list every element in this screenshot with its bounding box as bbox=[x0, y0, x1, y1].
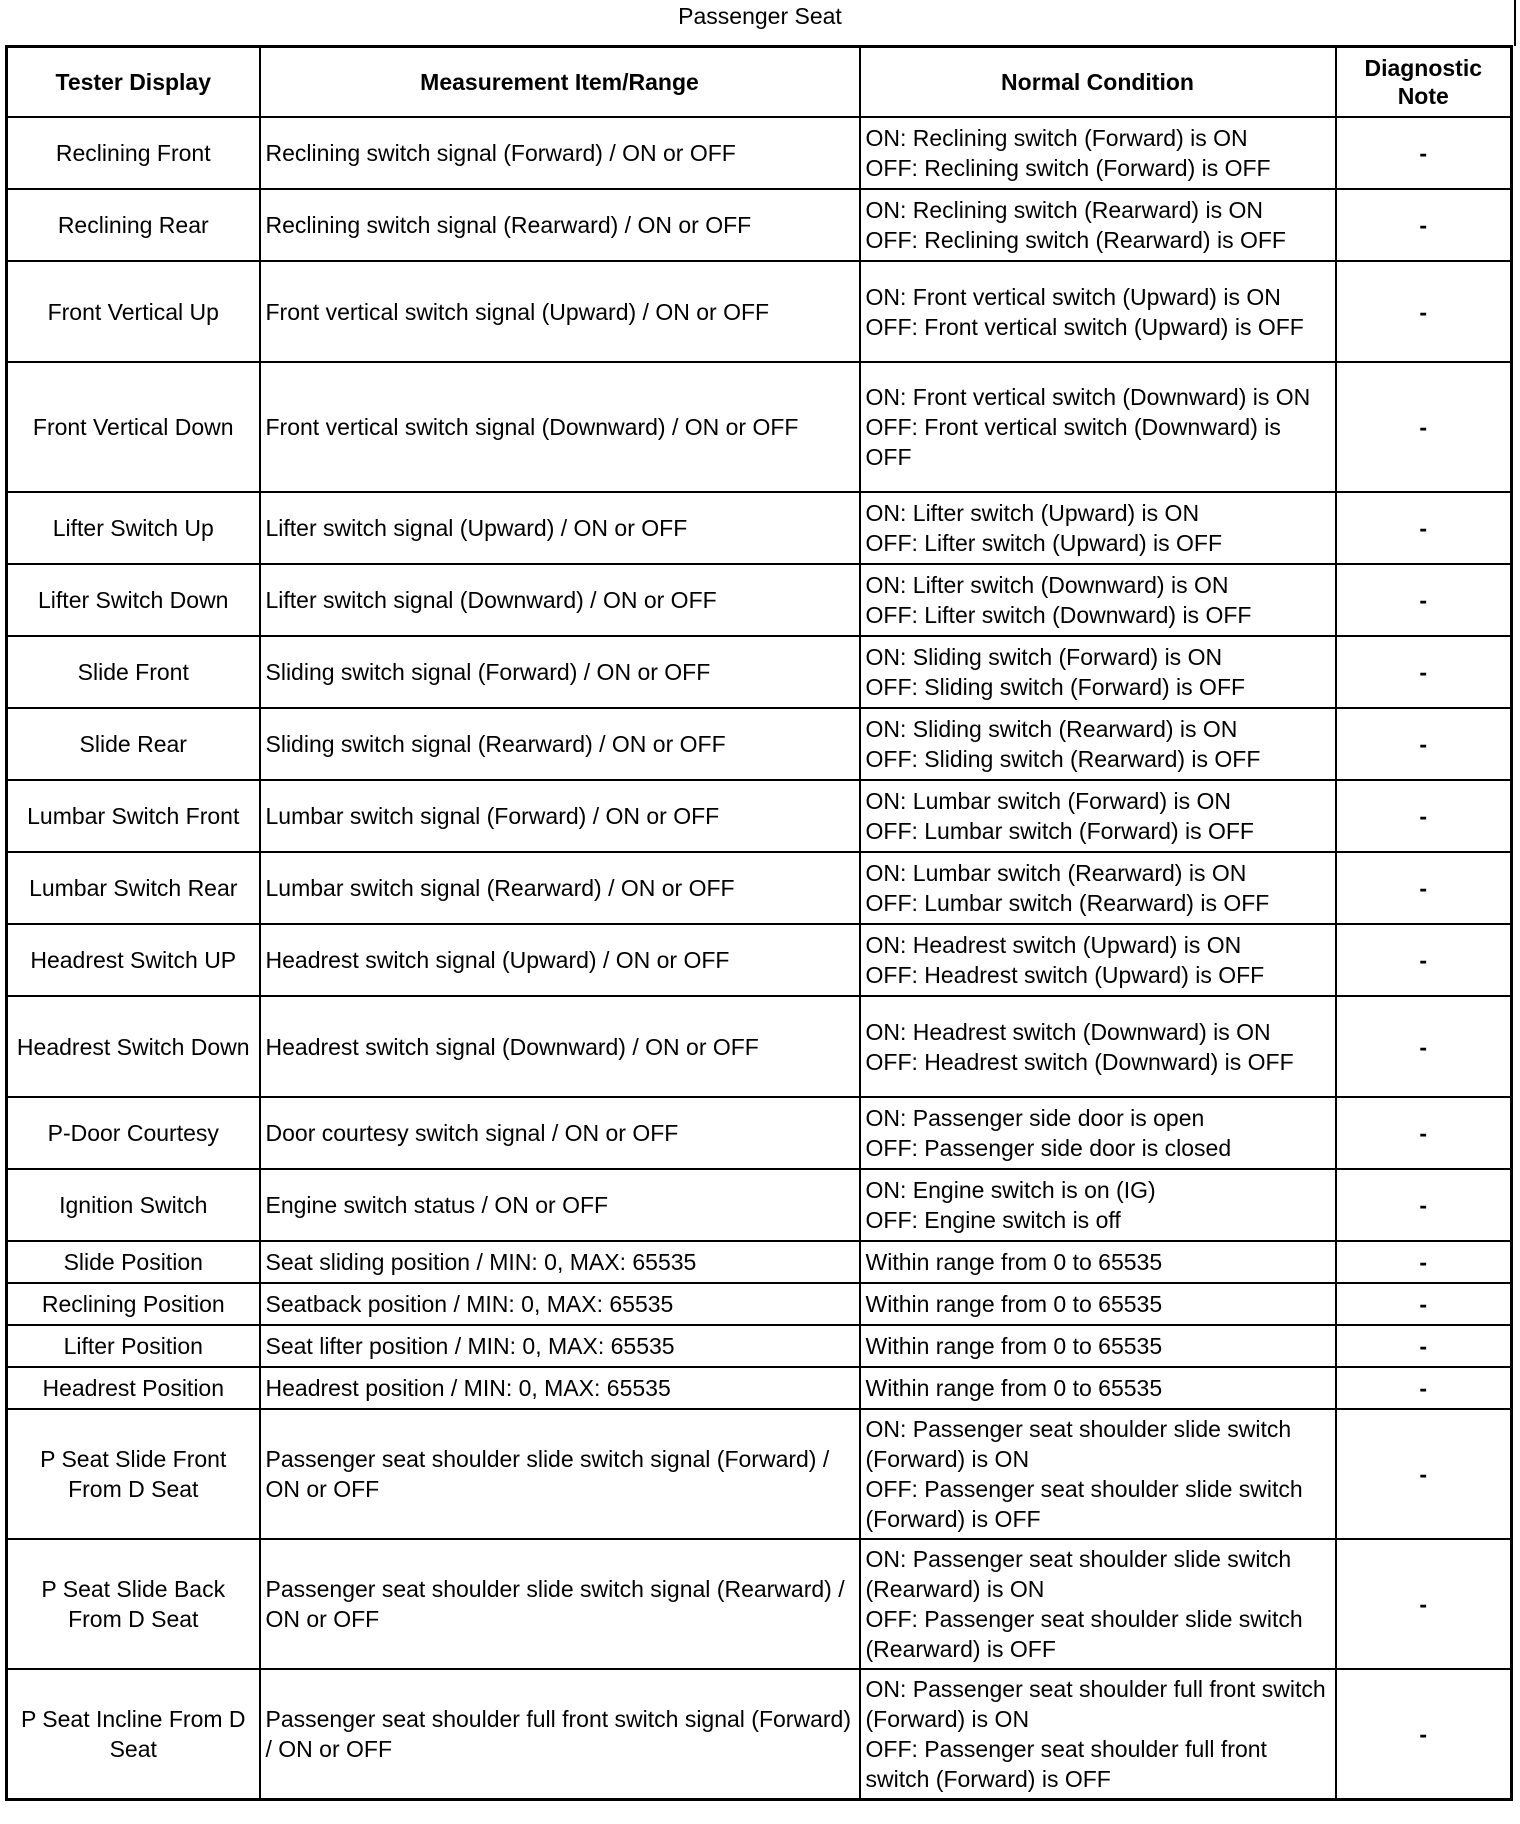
measurement-range-cell: Sliding switch signal (Forward) / ON or OFF bbox=[260, 636, 860, 708]
measurement-range-cell: Reclining switch signal (Forward) / ON or OFF bbox=[260, 117, 860, 189]
page-title: Passenger Seat bbox=[678, 3, 842, 29]
normal-condition-cell: ON: Front vertical switch (Downward) is ON OFF: Front vertical switch (Downward) is OFF bbox=[860, 362, 1336, 492]
normal-condition-cell: ON: Headrest switch (Downward) is ON OFF: Headrest switch (Downward) is OFF bbox=[860, 996, 1336, 1097]
diagnostic-note-cell: - bbox=[1336, 189, 1512, 261]
normal-condition-cell: ON: Front vertical switch (Upward) is ON OFF: Front vertical switch (Upward) is OFF bbox=[860, 261, 1336, 362]
table-row bbox=[7, 362, 1512, 492]
tester-display-cell: P Seat Slide Front From D Seat bbox=[7, 1409, 260, 1539]
measurement-range-cell: Headrest switch signal (Upward) / ON or OFF bbox=[260, 924, 860, 996]
normal-condition-cell: ON: Engine switch is on (IG) OFF: Engine switch is off bbox=[860, 1169, 1336, 1241]
diagnostic-note-cell: - bbox=[1336, 1283, 1512, 1325]
measurement-range-cell: Seat lifter position / MIN: 0, MAX: 65535 bbox=[260, 1325, 860, 1367]
data-list-table bbox=[5, 45, 1513, 1801]
table-row bbox=[7, 1539, 1512, 1669]
table-row bbox=[7, 852, 1512, 924]
tester-display-cell: Slide Front bbox=[7, 636, 260, 708]
measurement-range-cell: Seat sliding position / MIN: 0, MAX: 65535 bbox=[260, 1241, 860, 1283]
normal-condition-cell: ON: Passenger side door is open OFF: Passenger side door is closed bbox=[860, 1097, 1336, 1169]
measurement-range-cell: Headrest position / MIN: 0, MAX: 65535 bbox=[260, 1367, 860, 1409]
normal-condition-cell: ON: Sliding switch (Forward) is ON OFF: Sliding switch (Forward) is OFF bbox=[860, 636, 1336, 708]
table-row bbox=[7, 1097, 1512, 1169]
diagnostic-note-cell: - bbox=[1336, 1241, 1512, 1283]
measurement-range-cell: Front vertical switch signal (Downward) / ON or OFF bbox=[260, 362, 860, 492]
diagnostic-note-cell: - bbox=[1336, 852, 1512, 924]
tester-display-cell: Slide Rear bbox=[7, 708, 260, 780]
measurement-range-cell: Seatback position / MIN: 0, MAX: 65535 bbox=[260, 1283, 860, 1325]
measurement-range-cell: Lumbar switch signal (Forward) / ON or OFF bbox=[260, 780, 860, 852]
diagnostic-note-cell: - bbox=[1336, 564, 1512, 636]
diagnostic-note-cell: - bbox=[1336, 996, 1512, 1097]
table-row bbox=[7, 924, 1512, 996]
table-row bbox=[7, 117, 1512, 189]
tester-display-cell: Lifter Switch Down bbox=[7, 564, 260, 636]
table-row bbox=[7, 708, 1512, 780]
diagnostic-note-cell: - bbox=[1336, 362, 1512, 492]
measurement-range-cell: Lifter switch signal (Upward) / ON or OFF bbox=[260, 492, 860, 564]
column-header-tester-display: Tester Display bbox=[7, 47, 260, 118]
diagnostic-note-cell: - bbox=[1336, 117, 1512, 189]
tester-display-cell: Reclining Front bbox=[7, 117, 260, 189]
tester-display-cell: Front Vertical Up bbox=[7, 261, 260, 362]
table-row bbox=[7, 1409, 1512, 1539]
diagnostic-note-cell: - bbox=[1336, 924, 1512, 996]
normal-condition-cell: Within range from 0 to 65535 bbox=[860, 1241, 1336, 1283]
table-row bbox=[7, 996, 1512, 1097]
tester-display-cell: Lifter Switch Up bbox=[7, 492, 260, 564]
normal-condition-cell: ON: Reclining switch (Forward) is ON OFF: Reclining switch (Forward) is OFF bbox=[860, 117, 1336, 189]
normal-condition-cell: ON: Lumbar switch (Forward) is ON OFF: Lumbar switch (Forward) is OFF bbox=[860, 780, 1336, 852]
diagnostic-note-cell: - bbox=[1336, 1409, 1512, 1539]
column-header-measurement-item: Measurement Item/Range bbox=[260, 47, 860, 118]
tester-display-cell: Headrest Switch Down bbox=[7, 996, 260, 1097]
table-row bbox=[7, 1669, 1512, 1800]
diagnostic-note-cell: - bbox=[1336, 1169, 1512, 1241]
column-header-diagnostic-note: Diagnostic Note bbox=[1336, 47, 1512, 118]
measurement-range-cell: Reclining switch signal (Rearward) / ON or OFF bbox=[260, 189, 860, 261]
measurement-range-cell: Passenger seat shoulder slide switch signal (Forward) / ON or OFF bbox=[260, 1409, 860, 1539]
normal-condition-cell: ON: Sliding switch (Rearward) is ON OFF: Sliding switch (Rearward) is OFF bbox=[860, 708, 1336, 780]
measurement-range-cell: Engine switch status / ON or OFF bbox=[260, 1169, 860, 1241]
measurement-range-cell: Passenger seat shoulder slide switch signal (Rearward) / ON or OFF bbox=[260, 1539, 860, 1669]
table-row bbox=[7, 492, 1512, 564]
tester-display-cell: Headrest Position bbox=[7, 1367, 260, 1409]
normal-condition-cell: ON: Headrest switch (Upward) is ON OFF: Headrest switch (Upward) is OFF bbox=[860, 924, 1336, 996]
measurement-range-cell: Front vertical switch signal (Upward) / ON or OFF bbox=[260, 261, 860, 362]
diagnostic-note-cell: - bbox=[1336, 1539, 1512, 1669]
table-row bbox=[7, 1241, 1512, 1283]
tester-display-cell: Headrest Switch UP bbox=[7, 924, 260, 996]
measurement-range-cell: Passenger seat shoulder full front switch signal (Forward) / ON or OFF bbox=[260, 1669, 860, 1800]
page-edge-divider bbox=[1514, 0, 1516, 46]
diagnostic-note-cell: - bbox=[1336, 1097, 1512, 1169]
normal-condition-cell: Within range from 0 to 65535 bbox=[860, 1283, 1336, 1325]
measurement-range-cell: Lifter switch signal (Downward) / ON or OFF bbox=[260, 564, 860, 636]
measurement-range-cell: Door courtesy switch signal / ON or OFF bbox=[260, 1097, 860, 1169]
table-row bbox=[7, 1283, 1512, 1325]
column-header-normal-condition: Normal Condition bbox=[860, 47, 1336, 118]
tester-display-cell: Reclining Position bbox=[7, 1283, 260, 1325]
tester-display-cell: Reclining Rear bbox=[7, 189, 260, 261]
diagnostic-note-cell: - bbox=[1336, 780, 1512, 852]
table-row bbox=[7, 636, 1512, 708]
measurement-range-cell: Headrest switch signal (Downward) / ON or OFF bbox=[260, 996, 860, 1097]
table-row bbox=[7, 1325, 1512, 1367]
normal-condition-cell: ON: Lifter switch (Downward) is ON OFF: Lifter switch (Downward) is OFF bbox=[860, 564, 1336, 636]
tester-display-cell: P Seat Incline From D Seat bbox=[7, 1669, 260, 1800]
tester-display-cell: Slide Position bbox=[7, 1241, 260, 1283]
diagnostic-note-cell: - bbox=[1336, 1669, 1512, 1800]
table-row bbox=[7, 261, 1512, 362]
measurement-range-cell: Lumbar switch signal (Rearward) / ON or OFF bbox=[260, 852, 860, 924]
table-header-row bbox=[7, 47, 1512, 118]
measurement-range-cell: Sliding switch signal (Rearward) / ON or OFF bbox=[260, 708, 860, 780]
normal-condition-cell: ON: Passenger seat shoulder slide switch (Rearward) is ON OFF: Passenger seat shoulder slide switch (Rearward) is OFF bbox=[860, 1539, 1336, 1669]
tester-display-cell: Lumbar Switch Rear bbox=[7, 852, 260, 924]
tester-display-cell: Lifter Position bbox=[7, 1325, 260, 1367]
normal-condition-cell: ON: Lifter switch (Upward) is ON OFF: Lifter switch (Upward) is OFF bbox=[860, 492, 1336, 564]
table-row bbox=[7, 1367, 1512, 1409]
normal-condition-cell: ON: Passenger seat shoulder full front switch (Forward) is ON OFF: Passenger seat shoulder full front switch (Forward) is OFF bbox=[860, 1669, 1336, 1800]
diagnostic-note-cell: - bbox=[1336, 492, 1512, 564]
table-row bbox=[7, 189, 1512, 261]
normal-condition-cell: ON: Lumbar switch (Rearward) is ON OFF: Lumbar switch (Rearward) is OFF bbox=[860, 852, 1336, 924]
normal-condition-cell: Within range from 0 to 65535 bbox=[860, 1367, 1336, 1409]
normal-condition-cell: ON: Passenger seat shoulder slide switch (Forward) is ON OFF: Passenger seat shoulder slide switch (Forward) is OFF bbox=[860, 1409, 1336, 1539]
diagnostic-note-cell: - bbox=[1336, 636, 1512, 708]
tester-display-cell: P Seat Slide Back From D Seat bbox=[7, 1539, 260, 1669]
tester-display-cell: Ignition Switch bbox=[7, 1169, 260, 1241]
diagnostic-note-cell: - bbox=[1336, 261, 1512, 362]
diagnostic-note-cell: - bbox=[1336, 1325, 1512, 1367]
tester-display-cell: P-Door Courtesy bbox=[7, 1097, 260, 1169]
table-row bbox=[7, 564, 1512, 636]
normal-condition-cell: Within range from 0 to 65535 bbox=[860, 1325, 1336, 1367]
tester-display-cell: Lumbar Switch Front bbox=[7, 780, 260, 852]
tester-display-cell: Front Vertical Down bbox=[7, 362, 260, 492]
table-row bbox=[7, 1169, 1512, 1241]
diagnostic-note-cell: - bbox=[1336, 1367, 1512, 1409]
diagnostic-note-cell: - bbox=[1336, 708, 1512, 780]
table-row bbox=[7, 780, 1512, 852]
normal-condition-cell: ON: Reclining switch (Rearward) is ON OFF: Reclining switch (Rearward) is OFF bbox=[860, 189, 1336, 261]
